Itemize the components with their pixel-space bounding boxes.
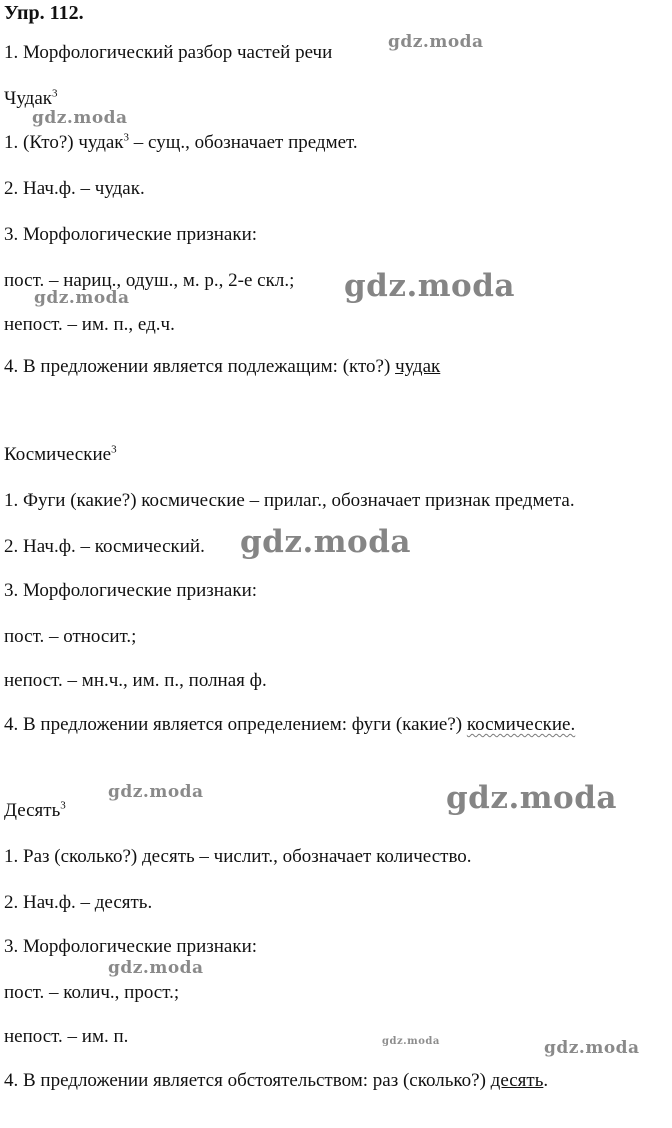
- wavy-underlined-word: космические.: [466, 714, 576, 735]
- desyat-line-5: непост. – им. п.: [4, 1026, 129, 1047]
- desyat-line-3: 3. Морфологические признаки:: [4, 936, 258, 957]
- watermark: gdz.moda: [240, 524, 411, 560]
- chudak-line-6: 4. В предложении является подлежащим: (кто?) чудак: [4, 356, 441, 377]
- desyat-line-4: пост. – колич., прост.;: [4, 982, 180, 1003]
- underlined-word: чудак: [395, 356, 441, 377]
- chudak-line-2: 2. Нач.ф. – чудак.: [4, 178, 145, 199]
- exercise-title: Упр. 112.: [4, 2, 84, 24]
- desyat-line-1: 1. Раз (сколько?) десять – числит., обозначает количество.: [4, 846, 472, 867]
- watermark: gdz.moda: [382, 1036, 440, 1047]
- section-word-chudak: Чудак$^3$: [4, 87, 58, 109]
- chudak-line-4: пост. – нариц., одуш., м. р., 2-е скл.;: [4, 270, 295, 291]
- chudak-line-3: 3. Морфологические признаки:: [4, 224, 258, 245]
- watermark: gdz.moda: [32, 108, 128, 128]
- kosmicheskie-line-1: 1. Фуги (какие?) космические – прилаг., обозначает признак предмета.: [4, 490, 575, 511]
- watermark: gdz.moda: [344, 268, 515, 304]
- kosmicheskie-line-4: пост. – относит.;: [4, 626, 137, 647]
- section-word-kosmicheskie: Космические$^3$: [4, 443, 117, 465]
- kosmicheskie-line-3: 3. Морфологические признаки:: [4, 580, 258, 601]
- section-word-desyat: Десять$^3$: [4, 799, 66, 821]
- chudak-line-1: 1. (Кто?) чудак$^3$ – сущ., обозначает предмет.: [4, 131, 358, 153]
- watermark: gdz.moda: [446, 780, 617, 816]
- desyat-line-6: 4. В предложении является обстоятельством: раз (сколько?) десять.: [4, 1070, 549, 1091]
- watermark: gdz.moda: [34, 288, 130, 308]
- watermark: gdz.moda: [108, 958, 204, 978]
- chudak-line-5: непост. – им. п., ед.ч.: [4, 314, 175, 335]
- underlined-word: десять: [490, 1070, 544, 1091]
- watermark: gdz.moda: [108, 782, 204, 802]
- intro-line: 1. Морфологический разбор частей речи: [4, 42, 333, 63]
- kosmicheskie-line-2: 2. Нач.ф. – космический.: [4, 536, 205, 557]
- watermark: gdz.moda: [388, 32, 484, 52]
- desyat-line-2: 2. Нач.ф. – десять.: [4, 892, 153, 913]
- kosmicheskie-line-5: непост. – мн.ч., им. п., полная ф.: [4, 670, 267, 691]
- watermark: gdz.moda: [544, 1038, 640, 1058]
- kosmicheskie-line-6: 4. В предложении является определением: фуги (какие?) космические.: [4, 714, 576, 735]
